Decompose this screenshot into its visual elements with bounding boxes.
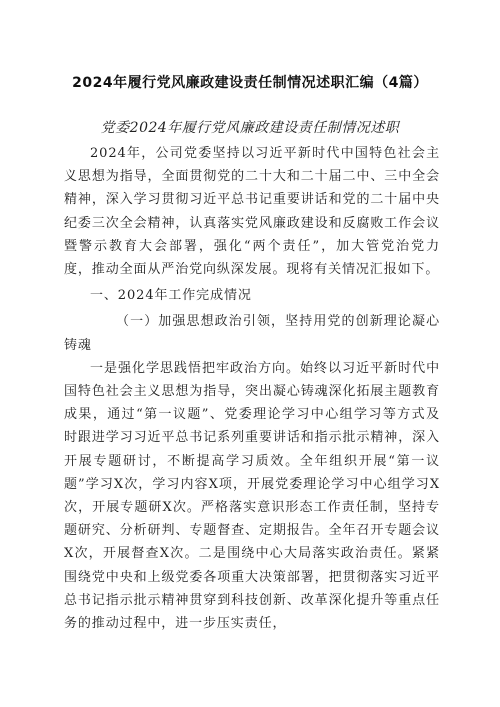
document-title: 2024年履行党风廉政建设责任制情况述职汇编（4篇）	[72, 75, 428, 91]
paragraph-intro: 2024年，公司党委坚持以习近平新时代中国特色社会主义思想为指导，全面贯彻党的二十大和二十届二中、三中全会精神，深入学习贯彻习近平总书记重要讲话和党的二十届中央纪委三次全会精神，认真落实党风廉政建设和反腐败工作会议暨警示教育大会部署，强化“两个责任”，加大管党治党力度，推动全面从严治党向纵深发展。现将有关情况汇报如下。	[64, 146, 440, 278]
paragraph-body: 一是强化学思践悟把牢政治方向。始终以习近平新时代中国特色社会主义思想为指导，突出凝心铸魂深化拓展主题教育成果，通过“第一议题”、党委理论学习中心组学习等方式及时跟进学习习近平总书记系列重要讲话和指示批示精神，深入开展专题研讨，不断提高学习质效。全年组织开展“第一议题”学习X次，学习内容X项，开展党委理论学习中心组学习X次，开展专题研X次。严格落实意识形态工作责任制，坚持专题研究、分析研判、专题督查、定期报告。全年召开专题会议X次，开展督查X次。二是围绕中心大局落实政治责任。紧紧围绕党中央和上级党委各项重大决策部署，把贯彻落实习近平总书记指示批示精神贯穿到科技创新、改革深化提升等重点任务的推动过程中，进一步压实责任，	[64, 360, 440, 632]
heading-level-1: 一、2024年工作完成情况	[90, 288, 252, 304]
heading-level-2: （一）加强思想政治引领，坚持用党的创新理论凝心铸魂	[64, 314, 440, 353]
section-title: 党委2024年履行党风廉政建设责任制情况述职	[100, 120, 400, 136]
document-body	[64, 142, 440, 635]
